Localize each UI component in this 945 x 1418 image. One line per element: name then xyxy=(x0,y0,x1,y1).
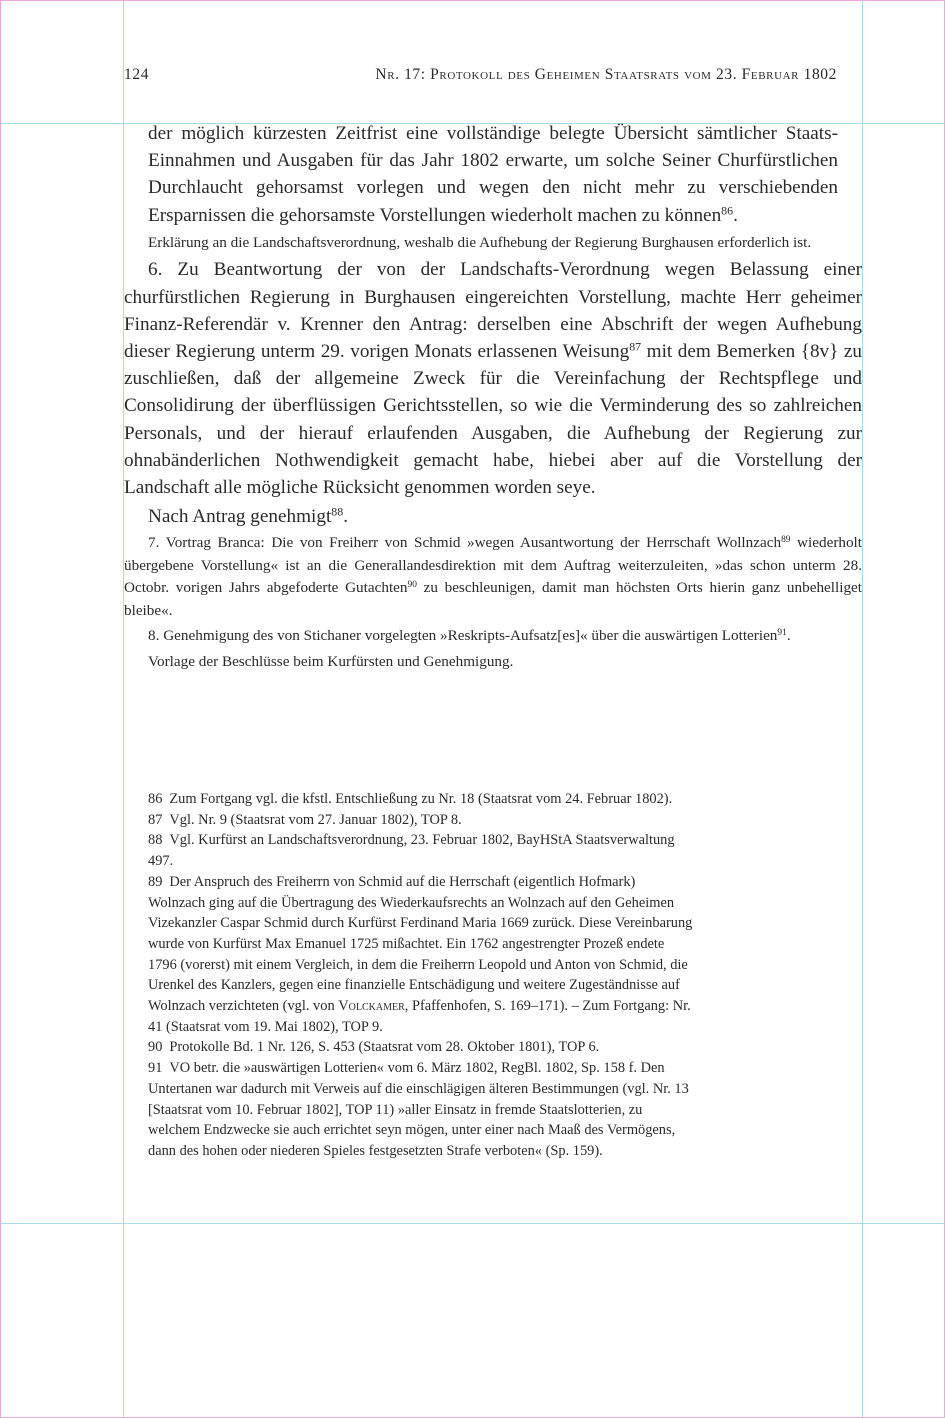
paragraph-item-8: 8. Genehmigung des von Stichaner vorgelegten »Reskripts-Aufsatz[es]« über die auswärtigen Lotterien$^{91}$. xyxy=(148,627,791,645)
page-edge-left xyxy=(0,0,1,1418)
footnotes xyxy=(148,789,693,1162)
footnote-ref-86[interactable]: 86 xyxy=(721,203,734,218)
paragraph-approval: Nach Antrag genehmigt$^{88}$. xyxy=(148,504,348,528)
running-header xyxy=(124,66,837,90)
main-text xyxy=(124,120,862,673)
paragraph-continuation: der möglich kürzesten Zeitfrist eine vollständige belegte Übersicht sämtlicher Staats-Einnahmen und Ausgaben für das Jahr 1802 erwarte, um solche Seiner Churfürstlichen Durchlaucht gehorsamst vorlegen und wegen den nicht mehr zu verschiebenden Ersparnissen die gehorsamste Vorstellungen wiederholt machen zu können$^{86}$. xyxy=(148,123,838,226)
footnote-91: 91 VO betr. die »auswärtigen Lotterien« vom 6. März 1802, RegBl. 1802, Sp. 158 f. Den Untertanen war dadurch mit Verweis auf die einschlägigen älteren Bestimmungen (vgl. Nr. 13 [Staatsrat vom 10. Februar 1802], TOP 11) »aller Einsatz in fremde Staatslotterien, zu welchem Endzwecke sie auch errichtet seyn mögen, unter einer nach Maaß des Vermögens, dann des hohen oder niederen Spieles festgesetzten Strafe verboten« (Sp. 159). xyxy=(148,1060,689,1159)
running-title: Nr. 17: Protokoll des Geheimen Staatsrats vom 23. Februar 1802 xyxy=(375,66,837,83)
footnote-87: 87 Vgl. Nr. 9 (Staatsrat vom 27. Januar 1802), TOP 8. xyxy=(148,811,462,828)
footnote-90: 90 Protokolle Bd. 1 Nr. 126, S. 453 (Staatsrat vom 28. Oktober 1801), TOP 6. xyxy=(148,1039,600,1056)
paragraph-item-6: 6. Zu Beantwortung der von der Landschafts-Verordnung wegen Belassung einer churfürstlichen Regierung in Burghausen eingereichten Vorstellung, machte Herr geheimer Finanz-Referendär v. Krenner den Antrag: derselben eine Abschrift der wegen Aufhebung dieser Regierung unterm 29. vorigen Monats erlassenen Weisung$^{87}$ mit dem Bemerken {8v} zu zuschließen, daß der allgemeine Zweck für die Vereinfachung der Rechtspflege und Consolidirung der überflüssigen Gerichtsstellen, so wie die Verminderung des so zahlreichen Personals, und der hierauf erlaufenden Ausgaben, die Aufhebung der Regierung zur ohnabänderlichen Nothwendigkeit gemacht habe, hiebei aber auf die Vorstellung der Landschaft alle mögliche Rücksicht genommen worden seye. xyxy=(124,259,862,498)
paragraph-item-7: 7. Vortrag Branca: Die von Freiherr von Schmid »wegen Ausantwortung der Herrschaft Wollnzach$^{89}$ wiederholt übergebene Vorstellung« ist an die Generallandesdirektion mit dem Auftrag weiterzuleiten, »das schon unterm 28. Octobr. vorigen Jahrs abgefoderte Gutachten$^{90}$ zu beschleunigen, damit man höchsten Orts hierin ganz unbehelliget bleibe«. xyxy=(124,534,863,619)
margin-guide-bottom xyxy=(0,1223,945,1224)
author-name: Volckamer xyxy=(338,998,405,1015)
page-number: 124 xyxy=(124,66,150,83)
footnote-ref-90[interactable]: 90 xyxy=(407,580,417,591)
footnote-86: 86 Zum Fortgang vgl. die kfstl. Entschließung zu Nr. 18 (Staatsrat vom 24. Februar 1802). xyxy=(148,791,673,807)
footnote-ref-87[interactable]: 87 xyxy=(629,339,642,354)
footnote-89: 89 Der Anspruch des Freiherrn von Schmid auf die Herrschaft (eigentlich Hofmark) Wolnzach ging auf die Übertragung des Wiederkaufsrechts an Wolnzach auf den Geheimen Vizekanzler Caspar Schmid durch Kurfürst Ferdinand Maria 1669 zurück. Diese Vereinbarung wurde von Kurfürst Max Emanuel 1725 mißachtet. Ein 1762 angestrengter Prozeß endete 1796 (vorerst) mit einem Vergleich, in dem die Freiherrn Leopold und Anton von Schmid, die Urenkel des Kanzlers, gegen eine finanzielle Entschädigung und weitere Zugeständnisse auf Wolnzach verzichteten (vgl. von Volckamer, Pfaffenhofen, S. 169–171). – Zum Fortgang: Nr. 41 (Staatsrat vom 19. Mai 1802), TOP 9. xyxy=(148,873,693,1035)
footnote-88: 88 Vgl. Kurfürst an Landschaftsverordnung, 23. Februar 1802, BayHStA Staatsverwaltung 497. xyxy=(148,832,675,870)
page-edge-top xyxy=(0,0,945,1)
marginal-summary: Erklärung an die Landschaftsverordnung, weshalb die Aufhebung der Regierung Burghausen erforderlich ist. xyxy=(148,233,812,251)
paragraph-closing: Vorlage der Beschlüsse beim Kurfürsten und Genehmigung. xyxy=(148,652,514,670)
footnote-ref-88[interactable]: 88 xyxy=(331,504,344,519)
footnote-ref-91[interactable]: 91 xyxy=(777,628,787,639)
margin-guide-right xyxy=(862,0,863,1418)
footnote-ref-89[interactable]: 89 xyxy=(781,535,791,546)
